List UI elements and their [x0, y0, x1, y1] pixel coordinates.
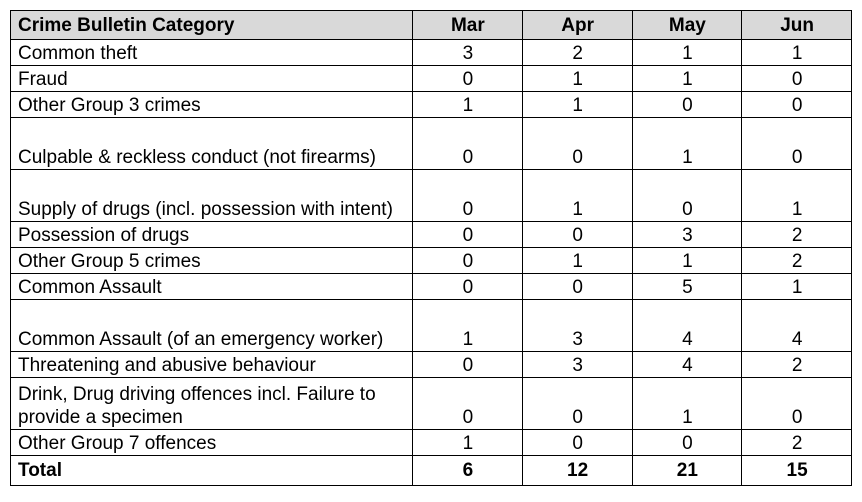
- value-cell-jun: 0: [742, 66, 852, 92]
- category-cell: Drink, Drug driving offences incl. Failure to provide a specimen: [11, 378, 413, 430]
- value-cell-mar: 1: [413, 300, 523, 352]
- value-cell-jun: 2: [742, 248, 852, 274]
- category-cell: Supply of drugs (incl. possession with intent): [11, 170, 413, 222]
- total-value-mar: 6: [413, 456, 523, 486]
- value-cell-jun: 0: [742, 92, 852, 118]
- value-cell-mar: 3: [413, 40, 523, 66]
- value-cell-jun: 0: [742, 118, 852, 170]
- value-cell-mar: 0: [413, 66, 523, 92]
- table-row: [11, 170, 852, 222]
- value-cell-jun: 2: [742, 222, 852, 248]
- value-cell-mar: 1: [413, 92, 523, 118]
- value-cell-jun: 0: [742, 378, 852, 430]
- value-cell-apr: 2: [522, 40, 632, 66]
- value-cell-jun: 4: [742, 300, 852, 352]
- value-cell-apr: 0: [522, 430, 632, 456]
- value-cell-may: 0: [632, 430, 742, 456]
- value-cell-apr: 1: [522, 92, 632, 118]
- category-cell: Other Group 5 crimes: [11, 248, 413, 274]
- month-header-may: May: [632, 11, 742, 40]
- value-cell-jun: 2: [742, 352, 852, 378]
- value-cell-apr: 1: [522, 248, 632, 274]
- category-cell: Other Group 3 crimes: [11, 92, 413, 118]
- category-cell: Other Group 7 offences: [11, 430, 413, 456]
- value-cell-may: 0: [632, 170, 742, 222]
- table-row: [11, 40, 852, 66]
- total-row: [11, 456, 852, 486]
- value-cell-mar: 0: [413, 222, 523, 248]
- value-cell-mar: 0: [413, 170, 523, 222]
- value-cell-may: 4: [632, 300, 742, 352]
- value-cell-apr: 1: [522, 170, 632, 222]
- value-cell-may: 1: [632, 66, 742, 92]
- value-cell-may: 0: [632, 92, 742, 118]
- value-cell-may: 1: [632, 248, 742, 274]
- month-header-jun: Jun: [742, 11, 852, 40]
- total-value-jun: 15: [742, 456, 852, 486]
- value-cell-mar: 0: [413, 378, 523, 430]
- table-row: [11, 378, 852, 430]
- table-row: [11, 66, 852, 92]
- value-cell-may: 4: [632, 352, 742, 378]
- value-cell-mar: 0: [413, 352, 523, 378]
- category-cell: Possession of drugs: [11, 222, 413, 248]
- total-label: Total: [11, 456, 413, 486]
- table-row: [11, 300, 852, 352]
- table-header-row: [11, 11, 852, 40]
- category-cell: Common Assault: [11, 274, 413, 300]
- total-value-may: 21: [632, 456, 742, 486]
- category-cell: Common Assault (of an emergency worker): [11, 300, 413, 352]
- total-value-apr: 12: [522, 456, 632, 486]
- value-cell-mar: 0: [413, 248, 523, 274]
- value-cell-jun: 2: [742, 430, 852, 456]
- value-cell-mar: 0: [413, 274, 523, 300]
- table-row: [11, 118, 852, 170]
- table-row: [11, 92, 852, 118]
- value-cell-mar: 0: [413, 118, 523, 170]
- value-cell-jun: 1: [742, 40, 852, 66]
- table-row: [11, 430, 852, 456]
- table-row: [11, 352, 852, 378]
- month-header-apr: Apr: [522, 11, 632, 40]
- category-cell: Culpable & reckless conduct (not firearms): [11, 118, 413, 170]
- value-cell-apr: 3: [522, 300, 632, 352]
- value-cell-apr: 0: [522, 378, 632, 430]
- month-header-mar: Mar: [413, 11, 523, 40]
- table-row: [11, 248, 852, 274]
- value-cell-may: 5: [632, 274, 742, 300]
- value-cell-may: 1: [632, 118, 742, 170]
- value-cell-may: 3: [632, 222, 742, 248]
- value-cell-apr: 0: [522, 222, 632, 248]
- value-cell-jun: 1: [742, 170, 852, 222]
- value-cell-may: 1: [632, 378, 742, 430]
- crime-bulletin-table: [10, 10, 852, 486]
- table-body: [11, 40, 852, 456]
- category-column-header: Crime Bulletin Category: [11, 11, 413, 40]
- value-cell-may: 1: [632, 40, 742, 66]
- category-cell: Threatening and abusive behaviour: [11, 352, 413, 378]
- table-row: [11, 274, 852, 300]
- value-cell-apr: 3: [522, 352, 632, 378]
- value-cell-mar: 1: [413, 430, 523, 456]
- category-cell: Common theft: [11, 40, 413, 66]
- table-row: [11, 222, 852, 248]
- value-cell-apr: 0: [522, 274, 632, 300]
- value-cell-jun: 1: [742, 274, 852, 300]
- value-cell-apr: 0: [522, 118, 632, 170]
- value-cell-apr: 1: [522, 66, 632, 92]
- category-cell: Fraud: [11, 66, 413, 92]
